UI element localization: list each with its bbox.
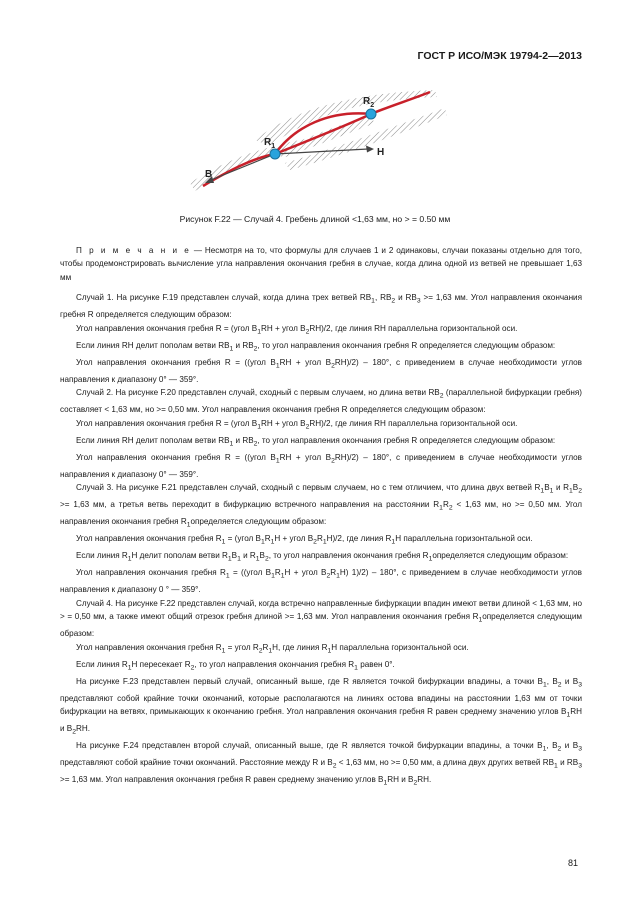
label-r1: $R_1$ [264, 137, 276, 150]
ridge-diagram [185, 88, 455, 198]
document-header: ГОСТ Р ИСО/МЭК 19794-2—2013 [417, 50, 582, 62]
point-r1 [270, 149, 280, 159]
paragraph: На рисунке F.23 представлен первый случай, описанный выше, где R является точкой бифуркации впадины, а точки $B_1$, $B_2$ и $B_3$ представляют собой крайние точки окончаний, которые располагаются на линиях остова впадины на расстоянии 1,63 мм от точки бифуркации на ветвях, примыкающих к окончанию гребня. Угол направления окончания гребня R равен среднему значению углов $B_1RH$ и $B_2RH$. [60, 676, 582, 736]
label-b: B [205, 169, 213, 180]
arrowhead-h [366, 146, 374, 153]
paragraph: Угол направления окончания гребня R = (угол $B_1RH$ + угол $B_2RH)/2$, где линия RH параллельна горизонтальной оси. [76, 418, 518, 431]
note-text: — Несмотря на то, что формулы для случаев 1 и 2 одинаковы, случаи показаны отдельно для того, чтобы продемонстрировать вычисление угла направления окончания гребня в случае, когда длина одной из ветвей не превышает 1,63 мм [60, 246, 582, 282]
paragraph: Случай 3. На рисунке F.21 представлен случай, сходный с первым случаем, но с тем отличием, что длина двух ветвей $R_1B_1$ и $R_1B_2 >= 1,63$ мм, а третья ветвь переходит в бифуркацию встречного направления на расстоянии $R_1R_2 < 1,63$ мм, но >= 0,50 мм. Угол направления окончания гребня $R_1определяется$ следующим образом: [60, 483, 582, 529]
paragraph: Если линия RH делит пополам ветви $RB_1$ и $RB_2$, то угол направления окончания гребня R определяется следующим образом: [76, 340, 556, 353]
paragraph: На рисунке F.24 представлен второй случай, описанный выше, где R является точкой бифуркации впадины, а точки $B_1$, $B_2$ и $B_3$ представляют собой крайние точки окончаний. Расстояние между R и $B_2 < 1,63$ мм, но >= 0,50 мм, а длина двух других ветвей $RB_1$ и $RB_3 >= 1,63$ мм. Угол направления окончания гребня R равен среднему значению углов $B_1RH$ и $B_2RH$. [60, 741, 583, 787]
ridge-figure [185, 88, 455, 198]
paragraph: Если линия $R_1H$ пересекает $R_2$, то угол направления окончания гребня $R_1$ равен 0°. [76, 659, 395, 672]
paragraph: Угол направления окончания гребня R = ((угол $B_1RH$ + угол $B_2RH)/2) - 180^\circ$, с приведением в случае необходимости углов направления к диапазону 0° — 359°. [60, 452, 582, 479]
note-paragraph [60, 244, 582, 284]
paragraph: Случай 1. На рисунке F.19 представлен случай, когда длина трех ветвей $RB_1$, $RB_2$ и $RB_3 >= 1,63$ мм. Угол направления окончания гребня R определяется следующим образом: [60, 293, 582, 320]
paragraph: Угол направления окончания гребня R = (угол $B_1RH$ + угол $B_2RH)/2$, где линия RH параллельна горизонтальной оси. [76, 323, 518, 336]
paragraph: Если линия $R_1H$ делит пополам ветви $R_1B_1$ и $R_1B_2$, то угол направления окончания гребня $R_1определяется$ следующим образом: [76, 551, 569, 563]
paragraph: Если линия RH делит пополам ветви $RB_1$ и $RB_2$, то угол направления окончания гребня R определяется следующим образом: [76, 435, 556, 448]
paragraph: Случай 2. На рисунке F.20 представлен случай, сходный с первым случаем, но длина ветви $RB_2$ (параллельной бифуркации гребня) составляет < 1,63 мм, но >= 0,50 мм. Угол направления окончания гребня R определяется следующим образом: [60, 388, 582, 415]
paragraph: Угол направления окончания гребня $R_1$ = угол $R_2R_1H$, где линия $R_1H$ параллельна горизонтальной оси. [76, 642, 469, 655]
paragraph: Угол направления окончания гребня $R_1$ = (угол $B_1R_1H$ + угол $B_2R_1H)/2$, где линия $R_1H$ параллельна горизонтальной оси. [76, 534, 533, 546]
paragraph: Угол направления окончания гребня R = ((угол $B_1RH$ + угол $B_2RH)/2) - 180^\circ$, с приведением в случае необходимости углов направления к диапазону 0° — 359°. [60, 357, 582, 384]
body-text [60, 244, 582, 790]
label-h: H [377, 147, 385, 158]
page-number: 81 [567, 858, 578, 868]
paragraph: Случай 4. На рисунке F.22 представлен случай, когда встречно направленные бифуркации впадин имеют ветви длиной < 1,63 мм, но > = 0,50 мм, а также имеют общий отрезок гребня длиной >= 1,63 мм. Угол направления окончания гребня $R_1определяется$ следующим образом: [60, 598, 582, 639]
figure-caption: Рисунок F.22 — Случай 4. Гребень длиной <1,63 мм, но > = 0.50 мм [179, 214, 451, 224]
paragraph: Угол направления окончания гребня $R_1$ = ((угол $B_1R_1H$ + угол $B_2R_1H$) 1)/2) – 180°, с приведением в случае необходимости углов направления к диапазону 0 ° — 359°. [60, 568, 582, 595]
note-heading: П р и м е ч а н и е [76, 246, 192, 255]
point-r2 [366, 109, 376, 119]
label-r2: $R_2$ [363, 96, 375, 109]
